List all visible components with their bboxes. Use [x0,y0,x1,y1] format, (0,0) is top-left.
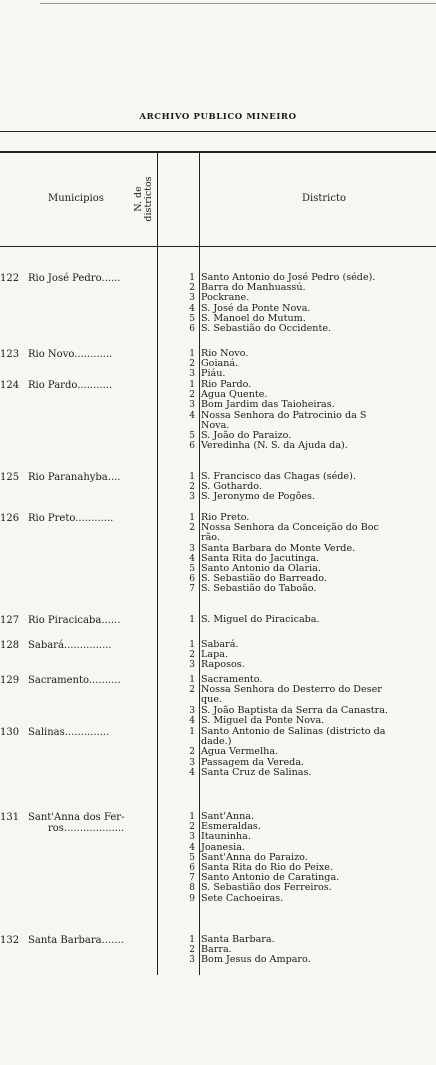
districto-number: 3 [189,400,195,411]
districto-name: Santa Barbara do Monte Verde. [201,542,356,554]
districto-number: 6 [189,574,195,585]
municipio-name-continued: ros................... [48,823,125,834]
districto-number: 3 [189,705,195,716]
districto-name: Nossa Senhora do Desterro do Deser [201,684,382,696]
districto-name: que. [201,694,223,706]
districto-number: 7 [189,873,195,884]
row-number: 122 [0,273,20,284]
column-header-municipios: Municipios [48,193,104,204]
districto-entry [187,324,436,334]
districto-number: 1 [189,513,195,523]
districto-number: 6 [189,441,195,452]
top-rule [40,3,436,4]
districto-entry [187,955,436,965]
districto-number: 1 [189,675,195,685]
districto-name: Nossa Senhora da Conceição do Boc [201,522,379,534]
districto-name: Santo Antonio de Caratinga. [201,872,340,884]
districto-list [187,640,436,671]
districto-number: 2 [189,822,195,833]
districto-name: Passagem da Vereda. [201,756,305,768]
districto-name: S. Gothardo. [201,481,262,493]
districto-number: 8 [189,883,195,894]
municipio-name: Sant'Anna dos Fer- [28,812,125,823]
districto-name: Santo Antonio do José Pedro (séde). [201,272,376,283]
districto-number: 1 [189,640,195,650]
row-number: 132 [0,935,20,946]
districto-name: S. José da Ponte Nova. [201,302,311,314]
districto-name: Sabará. [201,639,239,650]
districto-number: 2 [189,747,195,758]
districto-name: S. Miguel do Piracicaba. [201,614,320,625]
districto-name: Piáu. [201,368,226,380]
districto-number: 3 [189,660,195,671]
districto-name: S. João Baptista da Serra da Canastra. [201,704,388,716]
municipio-name: Rio Novo............ [28,349,113,360]
districto-name: Esmeraldas. [201,821,261,833]
districto-number: 2 [189,523,195,534]
districto-number: 4 [189,553,195,564]
districto-number: 2 [189,482,195,493]
districto-list [187,472,436,503]
districto-name: Sete Cachoeiras. [201,892,284,904]
districto-entry [187,615,436,625]
districto-name: Raposos. [201,659,245,671]
districto-name: Agua Quente. [201,389,268,401]
districto-name: Itauninha. [201,831,251,843]
districto-list [187,935,436,966]
districto-name: Rio Novo. [201,348,249,359]
districto-name: S. Sebastião do Barreado. [201,573,327,585]
districto-entry [187,894,436,904]
districto-number: 9 [189,893,195,904]
districto-name: Santo Antonio de Salinas (districto da [201,726,386,737]
districto-number: 1 [189,273,195,283]
districto-entry [187,716,436,726]
districto-entry [187,523,436,533]
districto-name: Agua Vermelha. [201,746,279,758]
districto-name: S. Sebastião do Taboão. [201,583,317,595]
districto-number: 2 [189,685,195,696]
districto-number: 5 [189,430,195,441]
row-number: 130 [0,727,20,738]
districto-list [187,727,436,778]
districto-number: 4 [189,303,195,314]
districto-number: 1 [189,380,195,390]
row-number: 128 [0,640,20,651]
districto-name: Sacramento. [201,674,263,685]
districto-number: 1 [189,349,195,359]
column-header-n-districtos: N. de districtos [133,176,154,222]
row-number: 123 [0,349,20,360]
districto-number: 1 [189,935,195,945]
districto-name: dade.) [201,736,232,748]
districto-number: 7 [189,584,195,595]
districto-name: Joanesia. [201,841,245,853]
districto-number: 5 [189,313,195,324]
row-number: 125 [0,472,20,483]
districto-name: S. Jeronymo de Pogões. [201,491,316,503]
districto-number: 3 [189,832,195,843]
municipio-name: Santa Barbara....... [28,935,124,946]
districto-number: 3 [189,369,195,380]
districto-number: 4 [189,410,195,421]
column-divider [157,152,158,975]
municipio-name: Sacramento.......... [28,675,121,686]
municipio-name: Rio Preto............ [28,513,114,524]
rule [0,151,436,153]
row-number: 127 [0,615,20,626]
districto-name: Pockrane. [201,292,250,304]
municipio-name: Rio Piracicaba...... [28,615,121,626]
districto-name: rão. [201,532,220,544]
districto-name: Sant'Anna do Paraizo. [201,851,308,863]
districto-name: Santa Barbara. [201,934,275,945]
districto-number: 3 [189,543,195,554]
districto-number: 2 [189,359,195,370]
districto-number: 1 [189,812,195,822]
districto-name: S. Sebastião do Occidente. [201,322,332,334]
districto-number: 1 [189,472,195,482]
districto-number: 3 [189,293,195,304]
districto-number: 4 [189,715,195,726]
districto-list [187,380,436,451]
districto-number: 4 [189,767,195,778]
districto-name: S. Manoel do Mutum. [201,312,306,324]
districto-name: Bom Jardim das Taioheiras. [201,399,335,411]
districto-name: Barra. [201,944,232,956]
districto-name: Santa Rita do Rio do Peixe. [201,861,333,873]
row-number: 131 [0,812,20,823]
districto-number: 6 [189,323,195,334]
districto-name: Bom Jesus do Amparo. [201,954,311,966]
districto-number: 5 [189,563,195,574]
districto-name: Nova. [201,419,230,431]
districto-name: Santa Rita do Jacutinga. [201,552,320,564]
municipio-name: Salinas.............. [28,727,110,738]
municipio-name: Rio José Pedro...... [28,273,121,284]
districto-list [187,812,436,904]
districto-name: Rio Preto. [201,512,250,523]
districto-number: 2 [189,945,195,956]
page-header: ARCHIVO PUBLICO MINEIRO [139,112,297,122]
rule [0,246,436,247]
municipio-name: Sabará............... [28,640,112,651]
districto-entry [187,441,436,451]
districto-number: 1 [189,727,195,737]
districto-number: 3 [189,955,195,966]
districto-number: 2 [189,390,195,401]
column-header-districto: Districto [302,193,346,204]
districto-name: Nossa Senhora do Patrocinio da S [201,409,367,421]
districto-number: 4 [189,842,195,853]
districto-entry [187,660,436,670]
districto-list [187,349,436,380]
districto-entry [187,685,436,695]
districto-number: 2 [189,283,195,294]
districto-name: Santa Cruz de Salinas. [201,766,312,778]
districto-name: Santo Antonio da Olaria. [201,562,321,574]
row-number: 126 [0,513,20,524]
districto-number: 1 [189,615,195,625]
municipio-name: Rio Paranahyba.... [28,472,121,483]
districto-list [187,273,436,334]
row-number: 129 [0,675,20,686]
districto-name: Barra do Manhuassú. [201,282,306,294]
districto-number: 5 [189,852,195,863]
districto-number: 2 [189,650,195,661]
row-number: 124 [0,380,20,391]
districto-name: Goianá. [201,358,239,370]
districto-list [187,615,436,625]
districto-entry [187,584,436,594]
districto-entry [187,492,436,502]
districto-number: 6 [189,862,195,873]
districto-name: Sant'Anna. [201,811,255,822]
districto-number: 3 [189,757,195,768]
districto-name: Rio Pardo. [201,379,252,390]
districto-name: Veredinha (N. S. da Ajuda da). [201,440,348,452]
districto-number: 3 [189,492,195,503]
districto-name: Lapa. [201,649,229,661]
rule [0,131,436,132]
districto-entry [187,768,436,778]
districto-name: S. Sebastião dos Ferreiros. [201,882,332,894]
districto-name: S. João do Paraizo. [201,429,292,441]
municipio-name: Rio Pardo........... [28,380,113,391]
districto-list [187,513,436,595]
districto-list [187,675,436,726]
districto-name: S. Francisco das Chagas (séde). [201,471,356,482]
districto-name: S. Miguel da Ponte Nova. [201,714,325,726]
